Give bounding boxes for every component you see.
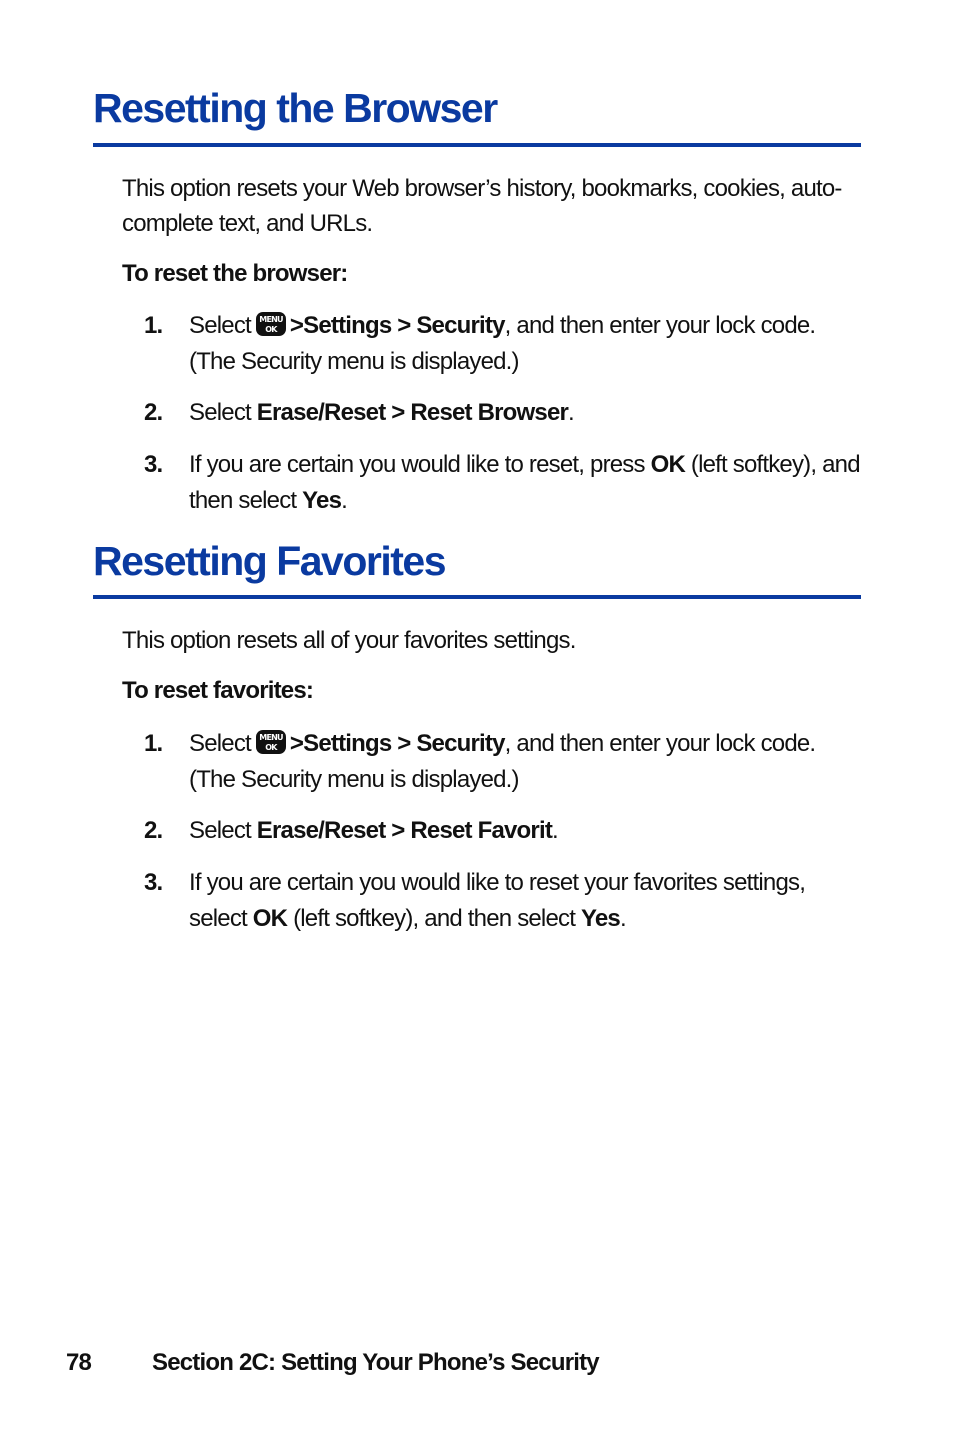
section-title-favorites: Resetting Favorites [93,538,445,584]
step-text-mid: (left softkey), and then select [189,451,860,514]
step-select-word: Select [189,817,251,844]
menu-key-line1: MENU [259,315,283,324]
yes-label: Yes [302,487,342,514]
step-text-after: , and then enter your lock code. (The Security menu is displayed.) [189,730,816,793]
menu-path: >Settings > Security [289,730,505,757]
step-end: . [341,487,348,514]
step-text-pre: If you are certain you would like to reset, press [189,451,645,478]
menu-path: >Settings > Security [289,312,505,339]
menu-ok-key-icon [255,311,287,337]
ok-label: OK [252,905,288,932]
ok-label: OK [650,451,685,478]
step-end: . [619,905,626,932]
step-2 [144,395,864,431]
step-2 [144,813,864,849]
menu-key-line2: OK [265,743,277,752]
step-number: 1. [144,730,163,757]
menu-key-line1: MENU [259,733,283,742]
title-rule [93,143,861,147]
menu-path: Erase/Reset > Reset Browser [256,399,569,426]
page-number: 78 [66,1349,92,1376]
step-number: 1. [144,312,163,339]
step-1 [144,308,864,380]
intro-paragraph: This option resets your Web browser’s history, bookmarks, cookies, auto-complete text, and URLs. [122,175,842,237]
step-number: 2. [144,817,163,844]
menu-key-line2: OK [265,325,277,334]
step-number: 3. [144,451,163,478]
step-text-mid: (left softkey), and then select [293,905,576,932]
intro-paragraph: This option resets all of your favorites settings. [122,627,576,654]
step-1 [144,726,864,798]
step-3 [144,865,864,937]
step-text-pre: If you are certain you would like to reset your favorites settings, select [189,869,806,932]
step-select-word: Select [189,312,251,339]
step-number: 2. [144,399,163,426]
subheading: To reset the browser: [122,260,348,287]
step-select-word: Select [189,399,251,426]
subheading: To reset favorites: [122,677,314,704]
footer-section-title: Section 2C: Setting Your Phone’s Security [152,1349,599,1376]
step-end: . [552,817,558,844]
section-title-browser: Resetting the Browser [93,85,497,131]
yes-label: Yes [580,905,620,932]
menu-path: Erase/Reset > Reset Favorit [256,817,553,844]
step-select-word: Select [189,730,251,757]
menu-ok-key-icon [255,729,287,755]
step-number: 3. [144,869,163,896]
step-text-after: , and then enter your lock code. (The Security menu is displayed.) [189,312,816,375]
step-end: . [568,399,574,426]
title-rule [93,595,861,599]
step-3 [144,447,864,519]
